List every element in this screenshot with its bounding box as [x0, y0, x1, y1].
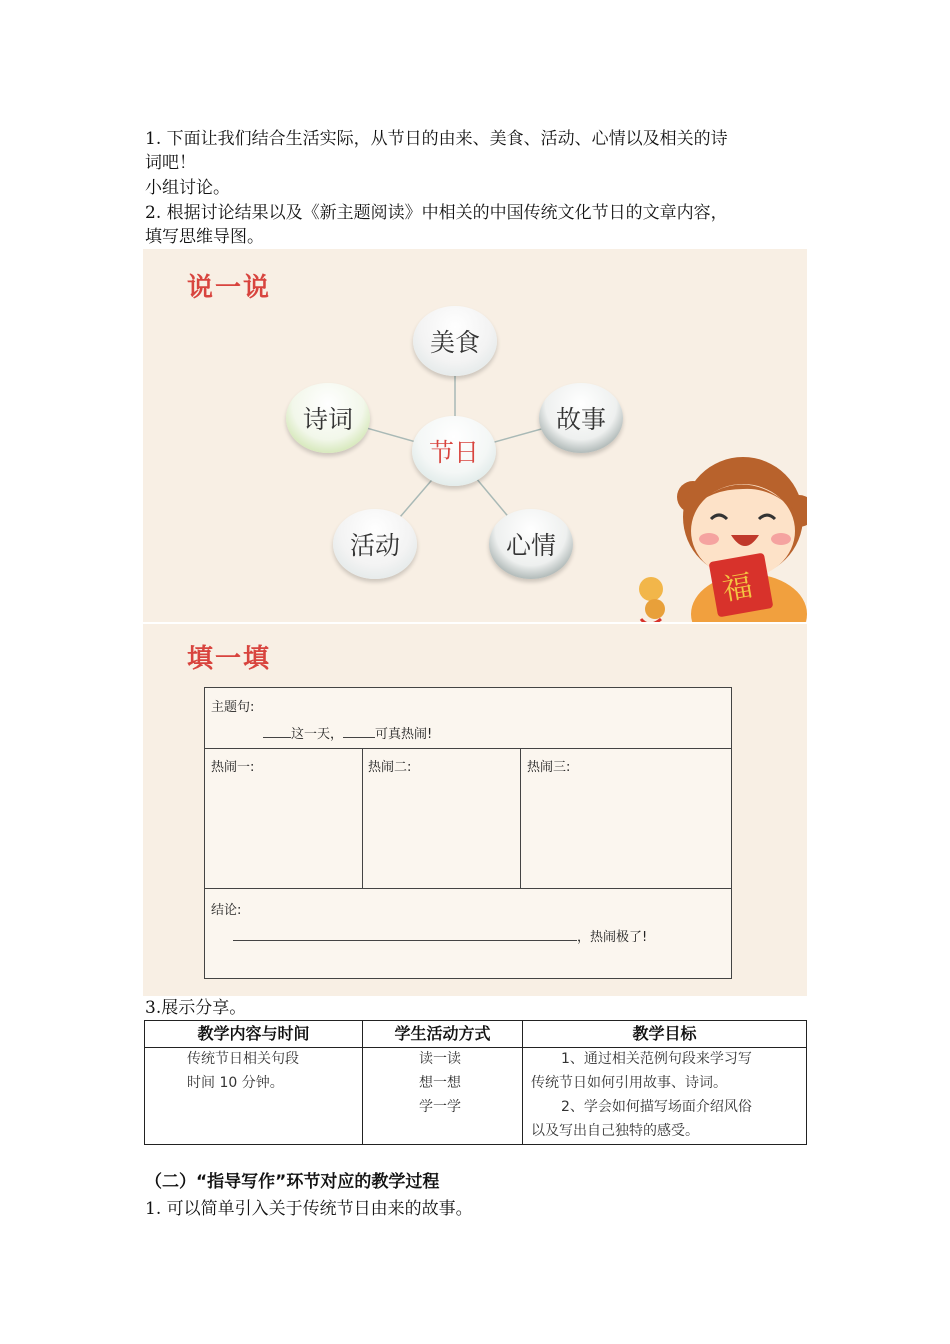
paragraph-4: 3.展示分享。: [145, 998, 247, 1018]
teaching-table: [144, 1020, 807, 1145]
paragraph-1-line-1: 1. 下面让我们结合生活实际，从节日的由来、美食、活动、心情以及相关的诗: [145, 129, 728, 149]
activity-1: 读一读: [419, 1051, 461, 1067]
conclusion-label: 结论:: [211, 903, 242, 918]
mindmap-title: 说一说: [187, 273, 272, 303]
mindmap-panel: [143, 249, 807, 622]
goal-line-2: 传统节日如何引用故事、诗词。: [531, 1075, 727, 1091]
node-activity: 活动: [333, 509, 417, 579]
lively-2-label: 热闹二:: [368, 760, 412, 775]
section-heading: （二）“指导写作”环节对应的教学过程: [145, 1172, 440, 1192]
header-content: 教学内容与时间: [197, 1024, 310, 1043]
fill-in-panel: [143, 624, 807, 996]
header-goal: 教学目标: [632, 1024, 697, 1043]
theme-blank-2[interactable]: [343, 725, 375, 738]
goal-line-1: 1、通过相关范例句段来学习写: [561, 1051, 752, 1067]
paragraph-3-line-1: 2. 根据讨论结果以及《新主题阅读》中相关的中国传统文化节日的文章内容，: [145, 203, 728, 223]
paragraph-3-line-2: 填写思维导图。: [145, 227, 264, 247]
header-activity: 学生活动方式: [394, 1024, 491, 1043]
girl-illustration: [631, 439, 807, 622]
theme-end-text: 可真热闹!: [375, 727, 433, 742]
fill-in-form: [204, 687, 732, 979]
node-poetry: 诗词: [286, 383, 370, 453]
activity-2: 想一想: [419, 1075, 461, 1091]
node-story: 故事: [539, 383, 623, 453]
content-line-1: 传统节日相关句段: [187, 1051, 299, 1067]
node-festival: 节日: [412, 416, 496, 486]
lively-3-label: 热闹三:: [527, 760, 571, 775]
theme-mid-text: 这一天，: [291, 727, 344, 742]
node-mood: 心情: [489, 509, 573, 579]
content-line-2: 时间 10 分钟。: [187, 1075, 284, 1091]
node-food: 美食: [413, 306, 497, 376]
conclusion-end-text: ，热闹极了!: [577, 930, 648, 945]
theme-sentence-label: 主题句:: [211, 700, 255, 715]
paragraph-5: 1. 可以简单引入关于传统节日由来的故事。: [145, 1199, 473, 1219]
conclusion-row: [233, 926, 647, 945]
lively-1-label: 热闹一:: [211, 760, 255, 775]
fill-in-title: 填一填: [187, 644, 272, 674]
conclusion-blank[interactable]: [233, 928, 577, 941]
theme-blank-1[interactable]: [263, 725, 291, 738]
paragraph-1-line-2: 词吧！: [145, 153, 196, 173]
goal-line-4: 以及写出自己独特的感受。: [531, 1123, 699, 1139]
theme-sentence-row: [263, 723, 432, 742]
goal-line-3: 2、学会如何描写场面介绍风俗: [561, 1099, 752, 1115]
paragraph-2: 小组讨论。: [145, 178, 230, 198]
fu-character: 福: [719, 568, 756, 608]
activity-3: 学一学: [419, 1099, 461, 1115]
